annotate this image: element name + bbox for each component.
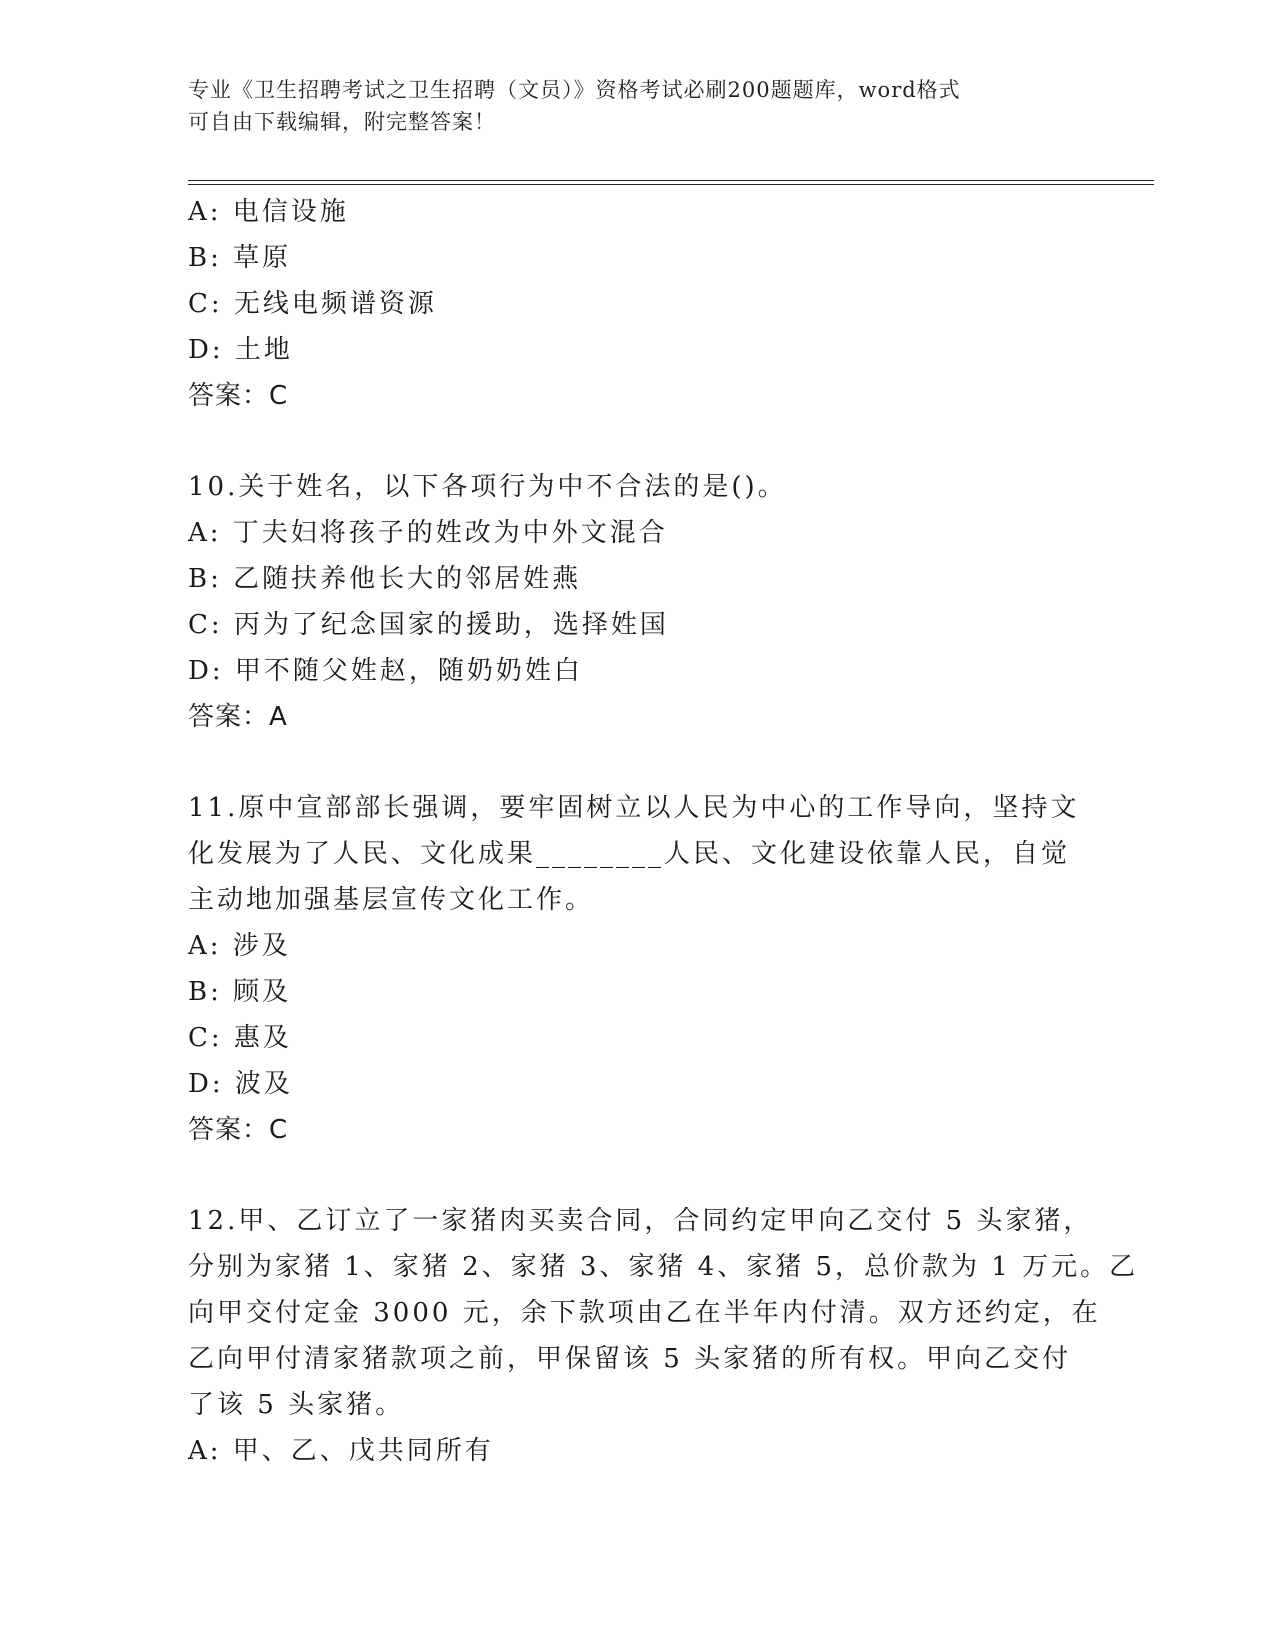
q12-option-a: A: 甲、乙、戊共同所有 (188, 1436, 494, 1466)
q12-stem-line-5: 了该 5 头家猪。 (188, 1390, 405, 1420)
q12-stem-line-3: 向甲交付定金 3000 元，余下款项由乙在半年内付清。双方还约定，在 (188, 1298, 1101, 1328)
header-title-line-2: 可自由下载编辑，附完整答案！ (188, 110, 496, 134)
header-divider-top (188, 180, 1154, 181)
q11-option-b: B: 顾及 (188, 977, 292, 1007)
q11-option-c: C: 惠及 (188, 1023, 292, 1053)
q11-stem-line-3: 主动地加强基层宣传文化工作。 (188, 885, 595, 915)
q12-stem-line-4: 乙向甲付清家猪款项之前，甲保留该 5 头家猪的所有权。甲向乙交付 (188, 1344, 1072, 1374)
question-10-block (188, 464, 1088, 740)
q9-option-a: A: 电信设施 (188, 197, 349, 227)
document-header (188, 74, 1088, 138)
q12-stem-line-1: 12.甲、乙订立了一家猪肉买卖合同，合同约定甲向乙交付 5 头家猪， (188, 1206, 1093, 1236)
q9-option-b: B: 草原 (188, 243, 292, 273)
q11-option-d: D: 波及 (188, 1069, 293, 1099)
q10-option-d: D: 甲不随父姓赵，随奶奶姓白 (188, 656, 583, 686)
q10-option-c: C: 丙为了纪念国家的援助，选择姓国 (188, 610, 669, 640)
q9-answer: 答案：C (188, 381, 289, 411)
q9-option-d: D: 土地 (188, 335, 293, 365)
q10-answer: 答案：A (188, 702, 288, 732)
q11-option-a: A: 涉及 (188, 931, 291, 961)
question-11-block (188, 785, 1088, 1153)
q12-stem-line-2: 分别为家猪 1、家猪 2、家猪 3、家猪 4、家猪 5，总价款为 1 万元。乙 (188, 1252, 1139, 1282)
q11-stem-line-2: 化发展为了人民、文化成果________人民、文化建设依靠人民，自觉 (188, 839, 1071, 869)
q10-option-b: B: 乙随扶养他长大的邻居姓燕 (188, 564, 582, 594)
header-title-line-1: 专业《卫生招聘考试之卫生招聘（文员）》资格考试必刷200题题库，word格式 (188, 78, 961, 102)
header-divider-bottom (188, 184, 1154, 185)
q11-stem-line-1: 11.原中宣部部长强调，要牢固树立以人民为中心的工作导向，坚持文 (188, 793, 1080, 823)
q11-answer: 答案：C (188, 1115, 289, 1145)
q9-option-c: C: 无线电频谱资源 (188, 289, 437, 319)
q10-option-a: A: 丁夫妇将孩子的姓改为中外文混合 (188, 518, 668, 548)
question-content (188, 189, 1139, 1474)
q10-stem: 10.关于姓名，以下各项行为中不合法的是()。 (188, 472, 787, 502)
question-9-block (188, 189, 1088, 419)
question-12-block (188, 1198, 1139, 1474)
